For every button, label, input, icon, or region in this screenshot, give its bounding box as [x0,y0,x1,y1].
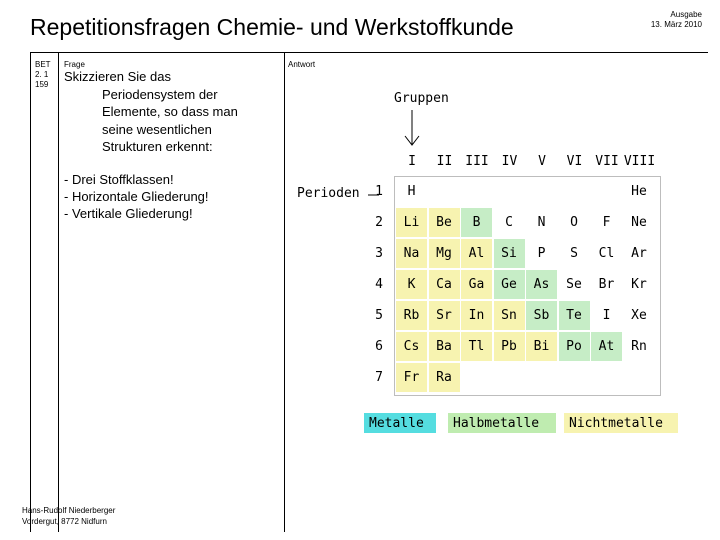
author-info [22,505,115,527]
legend-semimetals: Halbmetalle [448,413,556,433]
element-cell: Na [396,239,427,268]
element-cell: Sb [526,301,557,330]
element-cell: Te [559,301,590,330]
bullet-item: - Vertikale Gliederung! [64,206,193,221]
element-cell: Ga [461,270,492,299]
period-number: 6 [375,339,383,354]
bullet-item: - Drei Stoffklassen! [64,172,174,187]
reference-line: 159 [35,80,49,89]
frame-line-mid [284,52,285,532]
period-number: 2 [375,215,383,230]
element-cell: Ge [494,270,525,299]
answer-label: Antwort [288,60,316,69]
element-cell: Ba [429,332,460,361]
element-cell: He [624,177,655,206]
question-line: Skizzieren Sie das [64,69,171,84]
legend-nonmetals: Nichtmetalle [564,413,678,433]
element-cell: H [396,177,427,206]
header-rule [30,52,708,53]
element-cell: Sr [429,301,460,330]
element-cell: Be [429,208,460,237]
element-cell: Pb [494,332,525,361]
element-cell: Cs [396,332,427,361]
element-cell: Al [461,239,492,268]
element-cell: Rn [624,332,655,361]
element-cell: Ra [429,363,460,392]
edition-date: 13. März 2010 [650,20,702,29]
reference-line: BET [35,60,51,69]
groups-label: Gruppen [394,91,449,106]
element-cell: F [591,208,622,237]
element-cell: Ca [429,270,460,299]
group-header: VII [595,154,619,169]
element-cell: In [461,301,492,330]
arrow-down-icon [398,108,428,150]
period-number: 7 [375,370,383,385]
element-cell: At [591,332,622,361]
element-cell: Xe [624,301,655,330]
question-line: Strukturen erkennt: [102,139,213,154]
element-cell: O [559,208,590,237]
edition-info [651,10,702,30]
period-number: 5 [375,308,383,323]
group-header: VIII [623,154,656,169]
element-cell: Sn [494,301,525,330]
element-cell: N [526,208,557,237]
group-header: III [465,154,489,169]
element-cell: Br [591,270,622,299]
reference-line: 2. 1 [35,70,49,79]
element-cell: P [526,239,557,268]
author-name: Hans-Rudolf Niederberger [22,506,116,515]
frame-line-left [30,52,31,532]
element-cell: S [559,239,590,268]
element-cell: K [396,270,427,299]
element-cell: Rb [396,301,427,330]
element-cell: Cl [591,239,622,268]
element-cell: Ar [624,239,655,268]
frame-line-ref [58,52,59,532]
period-number: 3 [375,246,383,261]
element-cell: Ne [624,208,655,237]
question-bullets [64,171,209,222]
element-cell: As [526,270,557,299]
group-header: II [436,154,453,169]
element-cell: Bi [526,332,557,361]
group-header: I [408,154,416,169]
element-cell: Po [559,332,590,361]
question-text [64,68,284,156]
period-number: 1 [375,184,383,199]
bullet-item: - Horizontale Gliederung! [64,189,209,204]
edition-label: Ausgabe [670,10,702,19]
question-label: Frage [64,60,85,69]
author-address: Vordergut, 8772 Nidfurn [22,517,107,526]
reference-number [35,60,51,90]
periods-label: Perioden [297,186,360,201]
element-cell: Se [559,270,590,299]
element-cell: Li [396,208,427,237]
group-header: V [538,154,546,169]
question-line: Periodensystem der [102,86,218,102]
element-cell: B [461,208,492,237]
element-cell: C [494,208,525,237]
element-cell: I [591,301,622,330]
page-title: Repetitionsfragen Chemie- und Werkstoffkunde [30,14,514,40]
element-cell: Fr [396,363,427,392]
period-number: 4 [375,277,383,292]
legend-metals: Metalle [364,413,436,433]
element-cell: Tl [461,332,492,361]
element-cell: Mg [429,239,460,268]
element-cell: Kr [624,270,655,299]
question-line: Elemente, so dass man [102,104,238,119]
group-header: IV [501,154,518,169]
question-line: seine wesentlichen [102,121,212,137]
element-cell: Si [494,239,525,268]
group-header: VI [566,154,583,169]
